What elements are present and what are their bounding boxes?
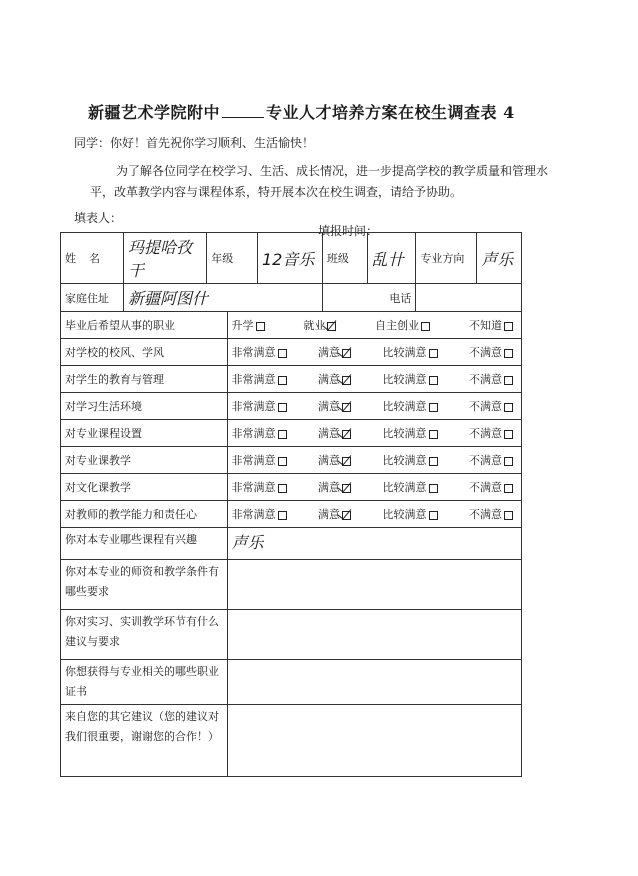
title-suffix: 专业人才培养方案在校生调查表 4 bbox=[266, 103, 515, 122]
open-question-row bbox=[61, 705, 522, 777]
checkbox[interactable] bbox=[256, 322, 265, 331]
checkbox[interactable] bbox=[278, 511, 287, 520]
question-label: 毕业后希望从事的职业 bbox=[61, 312, 228, 339]
open-answer[interactable] bbox=[227, 560, 522, 610]
title-blank-line bbox=[222, 103, 264, 118]
class-value[interactable]: 乱卄 bbox=[367, 233, 416, 284]
option-item[interactable] bbox=[318, 344, 351, 360]
option-item[interactable] bbox=[232, 317, 265, 333]
option-label: 比较满意 bbox=[382, 400, 427, 413]
checked-checkbox[interactable] bbox=[342, 403, 351, 412]
option-item[interactable] bbox=[469, 506, 513, 522]
option-group bbox=[227, 393, 522, 420]
open-answer[interactable] bbox=[227, 705, 522, 777]
option-item[interactable] bbox=[232, 398, 287, 414]
option-label: 满意 bbox=[318, 508, 340, 521]
open-question-row bbox=[61, 610, 522, 660]
checkbox[interactable] bbox=[278, 457, 287, 466]
checkbox[interactable] bbox=[278, 430, 287, 439]
phone-label: 电话 bbox=[322, 284, 415, 312]
option-label: 满意 bbox=[318, 400, 340, 413]
option-item[interactable] bbox=[469, 371, 513, 387]
open-question-label: 来自您的其它建议（您的建议对我们很重要，谢谢您的合作！） bbox=[61, 705, 228, 777]
major-label: 专业方向 bbox=[416, 233, 477, 284]
checked-checkbox[interactable] bbox=[327, 322, 336, 331]
choice-row bbox=[61, 501, 522, 528]
option-label: 满意 bbox=[318, 481, 340, 494]
option-group bbox=[227, 474, 522, 501]
option-label: 非常满意 bbox=[231, 481, 276, 494]
option-group bbox=[227, 366, 522, 393]
question-label: 对文化课教学 bbox=[61, 474, 228, 501]
option-item[interactable] bbox=[232, 479, 287, 495]
option-label: 不满意 bbox=[469, 427, 502, 440]
option-label: 升学 bbox=[231, 319, 254, 332]
greeting-text: 同学：你好！首先祝你学习顺利、生活愉快！ bbox=[74, 136, 315, 150]
checked-checkbox[interactable] bbox=[342, 376, 351, 385]
title-prefix: 新疆艺术学院附中 bbox=[88, 103, 221, 122]
question-label: 对学校的校风、学风 bbox=[61, 339, 228, 366]
checkbox[interactable] bbox=[504, 322, 513, 331]
survey-table bbox=[60, 232, 522, 777]
option-label: 非常满意 bbox=[231, 346, 276, 359]
checkbox[interactable] bbox=[429, 349, 438, 358]
option-item[interactable] bbox=[232, 425, 287, 441]
checked-checkbox[interactable] bbox=[342, 430, 351, 439]
open-answer[interactable]: 声乐 bbox=[227, 528, 522, 560]
option-item[interactable] bbox=[318, 479, 351, 495]
question-label: 对教师的教学能力和责任心 bbox=[61, 501, 228, 528]
option-group bbox=[227, 447, 522, 474]
option-item[interactable] bbox=[469, 452, 513, 468]
option-item[interactable] bbox=[318, 506, 351, 522]
option-label: 比较满意 bbox=[382, 481, 427, 494]
name-label: 姓 名 bbox=[61, 233, 124, 284]
checkbox[interactable] bbox=[421, 322, 430, 331]
option-label: 不满意 bbox=[469, 481, 502, 494]
open-question-label: 你对实习、实训教学环节有什么建议与要求 bbox=[61, 610, 228, 660]
option-label: 比较满意 bbox=[382, 373, 427, 386]
grade-label: 年级 bbox=[207, 233, 258, 284]
checkbox[interactable] bbox=[504, 457, 513, 466]
choice-row bbox=[61, 420, 522, 447]
major-value[interactable]: 声乐 bbox=[477, 233, 522, 284]
open-question-label: 你想获得与专业相关的哪些职业证书 bbox=[61, 660, 228, 705]
grade-value[interactable]: 12音乐 bbox=[257, 233, 322, 284]
question-label: 对学习生活环境 bbox=[61, 393, 228, 420]
choice-row bbox=[61, 339, 522, 366]
option-label: 满意 bbox=[318, 373, 340, 386]
question-label: 对专业课教学 bbox=[61, 447, 228, 474]
option-item[interactable] bbox=[318, 452, 351, 468]
option-item[interactable] bbox=[383, 425, 438, 441]
option-label: 满意 bbox=[318, 454, 340, 467]
option-group bbox=[227, 501, 522, 528]
choice-row bbox=[61, 312, 522, 339]
option-label: 满意 bbox=[318, 346, 340, 359]
option-label: 不满意 bbox=[469, 400, 502, 413]
checkbox[interactable] bbox=[429, 484, 438, 493]
option-item[interactable] bbox=[383, 452, 438, 468]
open-question-row bbox=[61, 528, 522, 560]
option-item[interactable] bbox=[232, 506, 287, 522]
checkbox[interactable] bbox=[429, 403, 438, 412]
option-label: 不满意 bbox=[469, 508, 502, 521]
open-question-row bbox=[61, 560, 522, 610]
choice-row bbox=[61, 447, 522, 474]
address-value[interactable]: 新疆阿图什 bbox=[123, 284, 322, 312]
option-item[interactable] bbox=[383, 344, 438, 360]
checkbox[interactable] bbox=[429, 430, 438, 439]
option-label: 非常满意 bbox=[231, 373, 276, 386]
option-label: 不知道 bbox=[468, 319, 502, 332]
checkbox[interactable] bbox=[504, 484, 513, 493]
option-label: 满意 bbox=[318, 427, 340, 440]
option-item[interactable] bbox=[318, 425, 351, 441]
option-group bbox=[227, 312, 522, 339]
checkbox[interactable] bbox=[278, 403, 287, 412]
option-item[interactable] bbox=[303, 317, 336, 333]
option-item[interactable] bbox=[232, 344, 287, 360]
option-group bbox=[227, 420, 522, 447]
option-label: 不满意 bbox=[469, 454, 502, 467]
option-label: 自主创业 bbox=[375, 319, 420, 332]
option-item[interactable] bbox=[469, 425, 513, 441]
phone-value[interactable] bbox=[416, 284, 522, 312]
choice-row bbox=[61, 474, 522, 501]
checkbox[interactable] bbox=[504, 430, 513, 439]
option-item[interactable] bbox=[383, 479, 438, 495]
checked-checkbox[interactable] bbox=[342, 457, 351, 466]
option-item[interactable] bbox=[232, 371, 287, 387]
checkbox[interactable] bbox=[504, 511, 513, 520]
option-item[interactable] bbox=[469, 398, 513, 414]
checkbox[interactable] bbox=[429, 457, 438, 466]
question-label: 对专业课程设置 bbox=[61, 420, 228, 447]
checkbox[interactable] bbox=[504, 403, 513, 412]
checkbox[interactable] bbox=[504, 349, 513, 358]
class-label: 班级 bbox=[322, 233, 367, 284]
option-label: 比较满意 bbox=[382, 454, 427, 467]
filler-label: 填表人： bbox=[74, 211, 123, 225]
option-item[interactable] bbox=[375, 317, 430, 333]
intro-paragraph: 为了解各位同学在校学习、生活、成长情况，进一步提高学校的教学质量和管理水平，改革教学内容与课程体系，特开展本次在校生调查，请给予协助。 bbox=[90, 164, 549, 199]
fill-time-label: 填报时间： bbox=[318, 224, 379, 238]
option-label: 非常满意 bbox=[231, 454, 276, 467]
option-item[interactable] bbox=[232, 452, 287, 468]
option-label: 就业 bbox=[303, 319, 326, 332]
option-item[interactable] bbox=[469, 317, 513, 333]
option-label: 非常满意 bbox=[231, 400, 276, 413]
option-group bbox=[227, 339, 522, 366]
option-label: 比较满意 bbox=[382, 508, 427, 521]
question-label: 对学生的教育与管理 bbox=[61, 366, 228, 393]
choice-row bbox=[61, 366, 522, 393]
info-row-1 bbox=[61, 233, 522, 284]
open-answer[interactable] bbox=[227, 610, 522, 660]
checkbox[interactable] bbox=[278, 349, 287, 358]
checked-checkbox[interactable] bbox=[342, 511, 351, 520]
open-question-row bbox=[61, 660, 522, 705]
checkbox[interactable] bbox=[504, 376, 513, 385]
open-question-label: 你对本专业的师资和教学条件有哪些要求 bbox=[61, 560, 228, 610]
open-answer[interactable] bbox=[227, 660, 522, 705]
option-label: 比较满意 bbox=[382, 346, 427, 359]
checkbox[interactable] bbox=[429, 376, 438, 385]
option-label: 不满意 bbox=[469, 346, 502, 359]
option-label: 非常满意 bbox=[231, 508, 276, 521]
open-rows bbox=[61, 528, 522, 777]
checkbox[interactable] bbox=[278, 376, 287, 385]
option-label: 不满意 bbox=[469, 373, 502, 386]
checkbox[interactable] bbox=[429, 511, 438, 520]
address-label: 家庭住址 bbox=[61, 284, 124, 312]
checked-checkbox[interactable] bbox=[342, 484, 351, 493]
option-item[interactable] bbox=[318, 371, 351, 387]
option-item[interactable] bbox=[469, 479, 513, 495]
option-item[interactable] bbox=[469, 344, 513, 360]
option-item[interactable] bbox=[383, 398, 438, 414]
option-label: 比较满意 bbox=[382, 427, 427, 440]
option-item[interactable] bbox=[383, 506, 438, 522]
option-item[interactable] bbox=[383, 371, 438, 387]
name-value[interactable]: 玛提哈孜干 bbox=[123, 233, 206, 284]
option-label: 非常满意 bbox=[231, 427, 276, 440]
choice-rows bbox=[61, 312, 522, 528]
form-title bbox=[88, 100, 515, 123]
checked-checkbox[interactable] bbox=[342, 349, 351, 358]
option-item[interactable] bbox=[318, 398, 351, 414]
info-row-2 bbox=[61, 284, 522, 312]
checkbox[interactable] bbox=[278, 484, 287, 493]
choice-row bbox=[61, 393, 522, 420]
open-question-label: 你对本专业哪些课程有兴趣 bbox=[61, 528, 228, 560]
